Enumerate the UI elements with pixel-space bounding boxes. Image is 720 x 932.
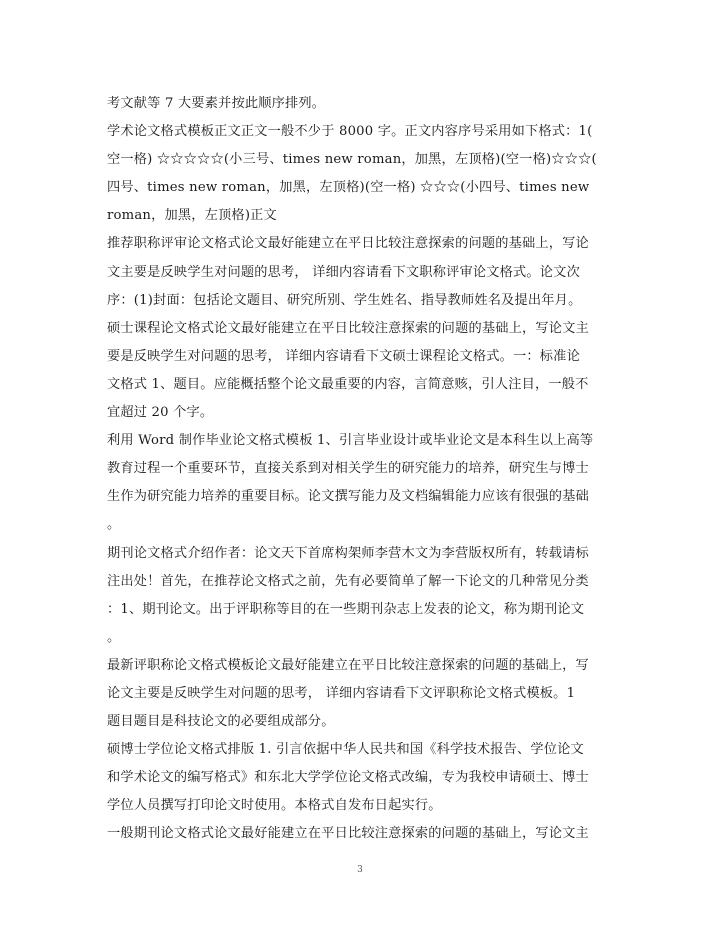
text-line: ：1、期刊论文。出于评职称等目的在一些期刊杂志上发表的论文，称为期刊论文: [107, 601, 585, 617]
text-line: 论文主要是反映学生对问题的思考， 详细内容请看下文评职称论文格式模板。1: [107, 685, 576, 701]
text-line: 硕博士学位论文格式排版 1. 引言依据中华人民共和国《科学技术报告、学位论文: [107, 742, 584, 758]
document-body: [107, 90, 617, 849]
text-line: 学术论文格式模板正文正文一般不少于 8000 字。正文内容序号采用如下格式：1(: [107, 124, 593, 140]
page-number: 3: [357, 865, 363, 875]
text-line: 。: [107, 517, 121, 533]
text-line: 学位人员撰写打印论文时使用。本格式自发布日起实行。: [107, 798, 442, 814]
text-line: 期刊论文格式介绍作者：论文天下首席构架师李营木文为李营版权所有，转载请标: [107, 545, 589, 561]
text-line: 注出处！首先，在推荐论文格式之前，先有必要简单了解一下论文的几种常见分类: [107, 573, 589, 589]
text-line: 宜超过 20 个字。: [107, 405, 214, 421]
text-line: 文格式 1、题目。应能概括整个论文最重要的内容，言简意赅，引人注目，一般不: [107, 376, 589, 392]
text-line: 文主要是反映学生对问题的思考， 详细内容请看下文职称评审论文格式。论文次: [107, 264, 580, 280]
text-line: 教育过程一个重要环节，直接关系到对相关学生的研究能力的培养，研究生与博士: [107, 461, 589, 477]
text-line: 生作为研究能力培养的重要目标。论文撰写能力及文档编辑能力应该有很强的基础: [107, 489, 589, 505]
text-line: 考文献等 7 大要素并按此顺序排列。: [107, 96, 326, 111]
text-line: 硕士课程论文格式论文最好能建立在平日比较注意探索的问题的基础上，写论文主: [107, 320, 589, 336]
text-line: 序：(1)封面：包括论文题目、研究所别、学生姓名、指导教师姓名及提出年月。: [107, 292, 582, 308]
text-line: 题目题目是科技论文的必要组成部分。: [107, 714, 335, 730]
text-line: 一般期刊论文格式论文最好能建立在平日比较注意探索的问题的基础上，写论文主: [107, 826, 589, 842]
text-line: 四号、times new roman，加黑，左顶格)(空一格) ☆☆☆(小四号、times new: [107, 180, 590, 196]
text-line: 空一格) ☆☆☆☆☆(小三号、times new roman，加黑，左顶格)(空一格)☆☆☆(: [107, 152, 597, 168]
text-line: 要是反映学生对问题的思考， 详细内容请看下文硕士课程论文格式。一：标准论: [107, 348, 580, 364]
text-line: 推荐职称评审论文格式论文最好能建立在平日比较注意探索的问题的基础上，写论: [107, 236, 589, 252]
text-line: roman，加黑，左顶格)正文: [107, 208, 277, 224]
text-line: 最新评职称论文格式模板论文最好能建立在平日比较注意探索的问题的基础上，写: [107, 657, 589, 673]
text-line: 利用 Word 制作毕业论文格式模板 1、引言毕业设计或毕业论文是本科生以上高等: [107, 433, 594, 449]
text-line: 和学术论文的编写格式》和东北大学学位论文格式改编，专为我校申请硕士、博士: [107, 770, 589, 786]
text-line: 。: [107, 629, 121, 645]
